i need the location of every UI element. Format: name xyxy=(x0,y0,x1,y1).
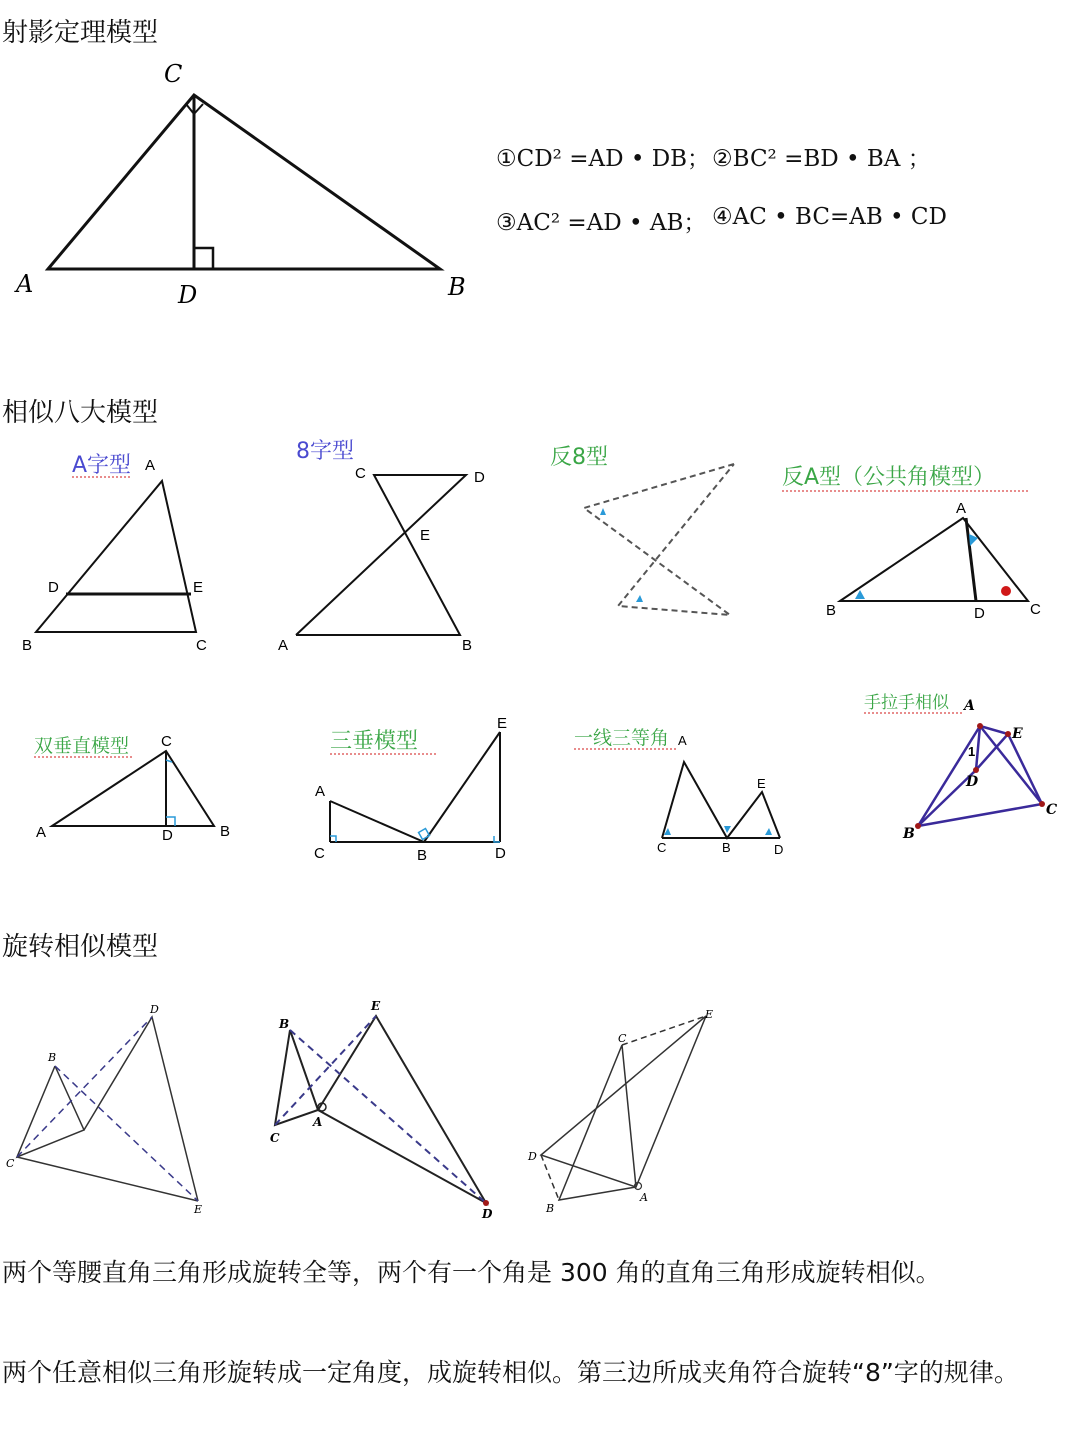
model-title-a-shape: A字型 xyxy=(72,453,132,478)
hand-label-c: C xyxy=(1046,802,1058,818)
line-three-label-c: C xyxy=(657,840,667,855)
eight-label-d: D xyxy=(474,469,485,486)
rot3-label-c: C xyxy=(618,1032,627,1045)
section-title-projection: 射影定理模型 xyxy=(2,18,159,48)
rot3-label-d: D xyxy=(528,1150,537,1163)
line-three-label-b: B xyxy=(722,840,731,855)
a-shape-figure xyxy=(36,481,196,632)
formula-1: ①CD² =AD • DB； xyxy=(496,146,711,172)
eight-shape-figure xyxy=(296,475,466,635)
line-three-angles-figure xyxy=(662,762,780,838)
rot3-label-a: A xyxy=(640,1191,648,1204)
anti-a-label-d: D xyxy=(974,605,985,622)
line-three-label-e: E xyxy=(757,776,766,791)
rot1-label-e: E xyxy=(194,1203,203,1216)
double-perp-label-d: D xyxy=(162,827,173,844)
anti-a-angle-mark-b xyxy=(855,590,865,599)
rot3-label-b: B xyxy=(546,1202,555,1215)
a-shape-label-d: D xyxy=(48,579,59,596)
formula-2: ②BC² =BD • BA ； xyxy=(712,146,931,172)
hand-label-b: B xyxy=(903,826,915,842)
hand-in-hand-figure xyxy=(918,726,1042,826)
anti-a-figure xyxy=(840,518,1028,601)
rot2-label-e: E xyxy=(371,999,381,1013)
rotation-figure-2 xyxy=(275,1016,486,1203)
anti-eight-figure xyxy=(584,464,734,615)
three-perp-label-d: D xyxy=(495,845,506,862)
proj-label-b: B xyxy=(448,273,466,301)
rot1-label-d: D xyxy=(150,1003,159,1016)
paragraph-1: 两个等腰直角三角形成旋转全等，两个有一个角是 300 角的直角三角形成旋转相似。 xyxy=(2,1258,941,1287)
model-title-anti-eight: 反8型 xyxy=(550,445,608,470)
double-perp-label-a: A xyxy=(36,824,47,841)
rot2-label-b: B xyxy=(279,1017,290,1031)
rotation-figure-1 xyxy=(17,1017,198,1201)
formula-4: ④AC • BC=AB • CD xyxy=(712,204,947,230)
three-perp-label-c: C xyxy=(314,845,325,862)
double-perp-label-c: C xyxy=(161,733,172,750)
three-perp-label-e: E xyxy=(497,715,508,732)
a-shape-label-e: E xyxy=(193,579,204,596)
model-title-hand-in-hand: 手拉手相似 xyxy=(864,693,949,713)
a-shape-label-c: C xyxy=(196,637,207,654)
line-three-angle-mark-2 xyxy=(724,826,731,833)
double-perp-figure xyxy=(52,751,214,826)
hand-label-e: E xyxy=(1012,726,1023,742)
line-three-label-a: A xyxy=(678,733,687,748)
anti-a-angle-mark-c xyxy=(1001,586,1011,596)
model-title-eight-shape: 8字型 xyxy=(296,439,354,464)
anti-a-label-b: B xyxy=(826,602,837,619)
line-three-angle-mark-3 xyxy=(765,828,772,835)
eight-label-a: A xyxy=(278,637,289,654)
rot2-label-d: D xyxy=(482,1207,493,1221)
model-title-anti-a: 反A型（公共角模型） xyxy=(782,465,996,490)
section-title-similar-models: 相似八大模型 xyxy=(2,398,159,428)
rot1-label-c: C xyxy=(6,1157,15,1170)
anti-eight-angle-mark-1 xyxy=(600,508,606,515)
eight-label-b: B xyxy=(462,637,473,654)
proj-label-a: A xyxy=(16,270,34,298)
section-title-rotation: 旋转相似模型 xyxy=(2,932,159,962)
three-perp-label-b: B xyxy=(417,847,428,864)
paragraph-2: 两个任意相似三角形旋转成一定角度，成旋转相似。第三边所成夹角符合旋转“8”字的规律。 xyxy=(2,1358,1019,1387)
rot1-label-b: B xyxy=(48,1051,57,1064)
rot2-label-c: C xyxy=(270,1131,280,1145)
anti-a-label-c: C xyxy=(1030,601,1041,618)
hand-label-one: 1 xyxy=(968,744,976,759)
eight-label-e: E xyxy=(420,527,431,544)
model-title-line-three-angles: 一线三等角 xyxy=(574,727,670,749)
model-title-double-perp: 双垂直模型 xyxy=(34,735,130,757)
proj-label-c: C xyxy=(164,60,183,88)
double-perp-label-b: B xyxy=(220,823,231,840)
anti-a-label-a: A xyxy=(956,500,967,517)
a-shape-label-a: A xyxy=(145,457,156,474)
projection-triangle xyxy=(48,95,440,269)
model-title-three-perp: 三垂模型 xyxy=(330,729,419,754)
rot2-label-a: A xyxy=(313,1115,323,1129)
rot3-label-e: E xyxy=(705,1008,714,1021)
formula-3: ③AC² =AD • AB； xyxy=(496,210,707,236)
anti-eight-angle-mark-2 xyxy=(636,595,643,602)
eight-label-c: C xyxy=(355,465,366,482)
hand-label-a: A xyxy=(964,698,975,714)
hand-label-d: D xyxy=(966,774,979,790)
a-shape-label-b: B xyxy=(22,637,33,654)
three-perp-label-a: A xyxy=(315,783,326,800)
proj-label-d: D xyxy=(178,281,198,309)
line-three-label-d: D xyxy=(774,842,784,857)
